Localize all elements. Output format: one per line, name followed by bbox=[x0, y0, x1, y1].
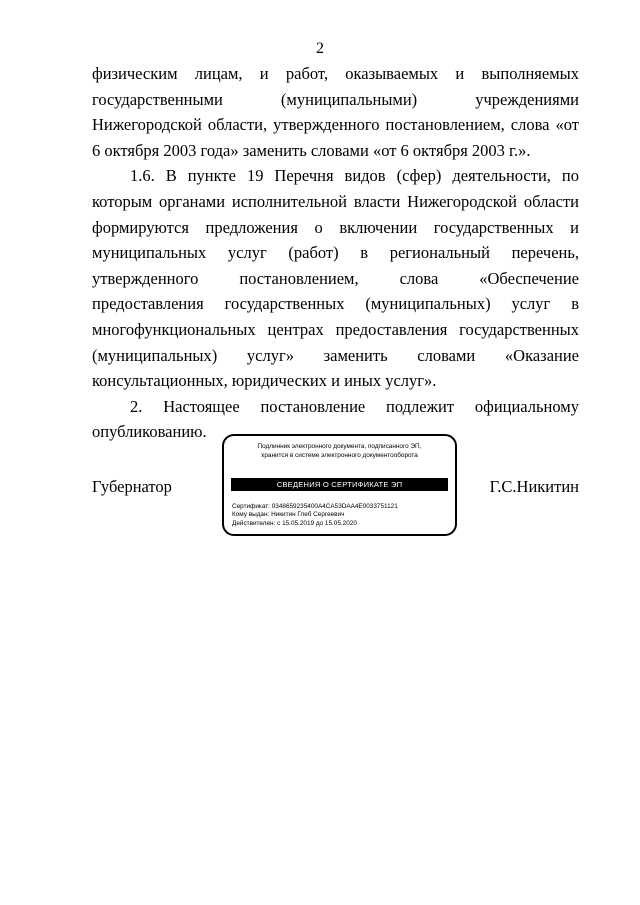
paragraph-continuation: физическим лицам, и работ, оказываемых и выполняемых государственными (муниципальными) учреждениями Нижегородской области, утвержденного постановлением, слова «от 6 октября 2003 года» заменить словами «от 6 октября 2003 г.». bbox=[92, 64, 579, 160]
stamp-header-line: Подлинник электронного документа, подписанного ЭП, bbox=[257, 443, 422, 450]
certificate-validity: Действителен: с 15.05.2019 до 15.05.2020 bbox=[232, 519, 357, 527]
document-body bbox=[92, 61, 579, 445]
signatory-name: Г.С.Никитин bbox=[489, 477, 579, 496]
page-number: 2 bbox=[316, 40, 324, 57]
certificate-owner: Кому выдан: Никитин Глеб Сергеевич bbox=[232, 511, 345, 519]
electronic-signature-stamp bbox=[222, 434, 457, 536]
paragraph-item-1-6: 1.6. В пункте 19 Перечня видов (сфер) деятельности, по которым органами исполнительной власти Нижегородской области формируются предложения о включении государственных и муниципальных услуг (работ) в региональный перечень, утвержденного постановлением, слова «Обеспечение предоставления государственных (муниципальных) услуг в многофункциональных центрах предоставления государственных (муниципальных) услуг» заменить словами «Оказание консультационных, юридических и иных услуг». bbox=[92, 166, 579, 391]
stamp-header-line: хранится в системе электронного документооборота bbox=[261, 452, 418, 459]
stamp-banner: СВЕДЕНИЯ О СЕРТИФИКАТЕ ЭП bbox=[231, 478, 448, 491]
stamp-certificate-details bbox=[232, 503, 449, 528]
paragraph-item-2: 2. Настоящее постановление подлежит официальному опубликованию. bbox=[92, 396, 579, 442]
signature-block bbox=[92, 434, 579, 540]
stamp-header bbox=[230, 442, 449, 460]
signatory-title: Губернатор bbox=[92, 477, 172, 496]
certificate-number: Сертификат: 0348659235400A4CA53DAA4E0033751121 bbox=[232, 503, 398, 510]
